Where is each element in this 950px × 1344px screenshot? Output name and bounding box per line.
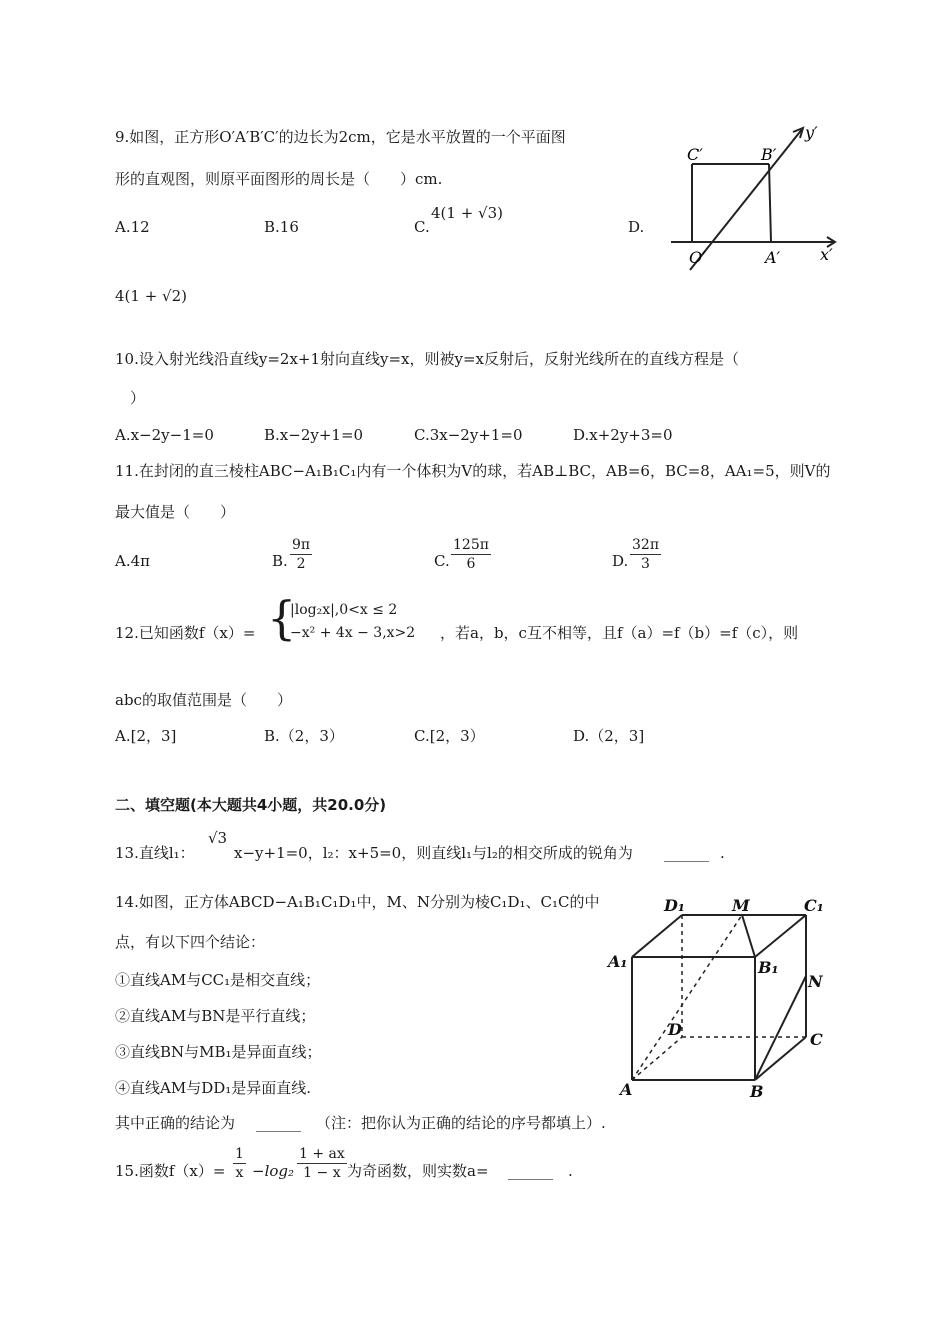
q14-label-a: A <box>620 1080 633 1099</box>
q15-answer-blank[interactable]: ______ <box>508 1162 553 1180</box>
q11-option-d: D. <box>612 552 629 570</box>
q13-sqrt3: √3 <box>208 829 228 847</box>
q9-option-d-value: 4(1 + √2) <box>115 287 187 305</box>
q11-option-c-fraction <box>451 536 491 573</box>
q11-option-c: C. <box>434 552 450 570</box>
q15-prefix: 15.函数f（x）= <box>115 1162 226 1180</box>
q11-option-a: A.4π <box>115 552 151 570</box>
q10-option-c: C.3x−2y+1=0 <box>414 426 523 444</box>
q9-label-x: x′ <box>820 245 833 264</box>
q12-option-b: B.（2，3） <box>264 727 344 745</box>
q10-option-b: B.x−2y+1=0 <box>264 426 364 444</box>
q15-end: . <box>568 1162 573 1180</box>
q14-stem-line2: 点，有以下四个结论： <box>115 933 266 951</box>
q14-label-d: D <box>668 1020 682 1039</box>
q9-option-a: A.12 <box>115 218 150 236</box>
q14-label-b1: B₁ <box>758 958 779 977</box>
q12-option-c: C.[2，3） <box>414 727 485 745</box>
q15-fraction-1-numerator: 1 <box>235 1146 244 1162</box>
q9-oblique-square-figure <box>665 120 845 280</box>
q11-option-b: B. <box>272 552 288 570</box>
q14-answer-note: （注：把你认为正确的结论的序号都填上）. <box>316 1114 606 1132</box>
q9-option-b: B.16 <box>264 218 299 236</box>
q14-answer-blank[interactable]: ______ <box>256 1114 301 1132</box>
q9-option-c: C. <box>414 218 430 236</box>
q12-option-a: A.[2，3] <box>115 727 177 745</box>
q12-option-d: D.（2，3] <box>573 727 645 745</box>
q11-option-c-numerator: 125π <box>453 537 489 553</box>
q9-option-c-value: 4(1 + √3) <box>431 204 503 222</box>
q13-prefix: 13.直线l₁： <box>115 844 195 862</box>
q15-fraction-2-numerator: 1 + ax <box>299 1146 345 1162</box>
q15-fraction-2 <box>297 1145 347 1182</box>
q12-case-1: |log₂x|,0<x ≤ 2 <box>290 602 398 618</box>
q14-label-b: B <box>750 1082 764 1100</box>
q15-fraction-2-denominator: 1 − x <box>303 1165 341 1181</box>
q14-label-c1: C₁ <box>804 896 824 915</box>
q9-label-o: O′ <box>689 248 706 267</box>
q15-fraction-1-denominator: x <box>235 1165 244 1181</box>
q13-answer-blank[interactable]: ______ <box>664 844 709 862</box>
q11-option-b-numerator: 9π <box>292 537 311 553</box>
q14-label-c: C <box>810 1030 823 1049</box>
q11-stem-line2: 最大值是（ ） <box>115 503 236 521</box>
q9-label-b: B′ <box>761 145 777 164</box>
q15-fraction-1 <box>233 1145 246 1182</box>
q15-suffix: 为奇函数，则实数a= <box>347 1162 489 1180</box>
q12-case-2: −x² + 4x − 3,x>2 <box>290 625 416 641</box>
q11-stem-line1: 11.在封闭的直三棱柱ABC−A₁B₁C₁内有一个体积为V的球，若AB⊥BC，AB=6，BC=8，AA₁=5，则V的 <box>115 462 831 480</box>
q14-conclusion-2: ②直线AM与BN是平行直线； <box>115 1007 316 1025</box>
q13-rest: x−y+1=0，l₂：x+5=0，则直线l₁与l₂的相交所成的锐角为 <box>234 844 633 862</box>
q10-stem-line1: 10.设入射光线沿直线y=2x+1射向直线y=x，则被y=x反射后，反射光线所在的直线方程是（ <box>115 350 740 368</box>
q14-cube-figure <box>600 895 840 1100</box>
section-2-title: 二、填空题(本大题共4小题，共20.0分) <box>115 796 387 814</box>
q14-conclusion-4: ④直线AM与DD₁是异面直线. <box>115 1079 312 1097</box>
q14-answer-prompt: 其中正确的结论为 <box>115 1114 236 1132</box>
q12-stem-suffix: ，若a，b，c互不相等，且f（a）=f（b）=f（c），则 <box>440 624 799 642</box>
q10-stem-line2: ） <box>130 389 146 407</box>
q12-stem-line2: abc的取值范围是（ ） <box>115 691 292 709</box>
q14-label-a1: A₁ <box>608 952 628 971</box>
q9-label-a: A′ <box>765 248 781 267</box>
q14-label-m: M <box>732 896 750 915</box>
q9-option-d: D. <box>628 218 645 236</box>
q11-option-b-fraction <box>290 536 312 573</box>
q11-option-d-fraction <box>630 536 661 573</box>
q10-option-a: A.x−2y−1=0 <box>115 426 214 444</box>
q15-log-part: −log₂ <box>252 1162 295 1180</box>
q11-option-c-denominator: 6 <box>466 556 476 572</box>
q11-option-d-numerator: 32π <box>632 537 660 553</box>
q11-option-b-denominator: 2 <box>296 556 306 572</box>
q14-stem-line1: 14.如图，正方体ABCD−A₁B₁C₁D₁中，M、N分别为棱C₁D₁、C₁C的中 <box>115 893 600 911</box>
q10-option-d: D.x+2y+3=0 <box>573 426 673 444</box>
q12-stem-prefix: 12.已知函数f（x）= <box>115 624 256 642</box>
q9-label-y: y′ <box>805 123 818 142</box>
q9-stem-line2: 形的直观图，则原平面图形的周长是（ ）cm. <box>115 170 443 188</box>
q14-conclusion-3: ③直线BN与MB₁是异面直线； <box>115 1043 322 1061</box>
q12-piecewise-brace: { <box>267 591 297 645</box>
q14-label-d1: D₁ <box>664 896 685 915</box>
q9-label-c: C′ <box>687 145 703 164</box>
q11-option-d-denominator: 3 <box>641 556 650 572</box>
q13-end: . <box>720 844 725 862</box>
q9-stem-line1: 9.如图，正方形O′A′B′C′的边长为2cm，它是水平放置的一个平面图 <box>115 128 566 146</box>
q14-label-n: N <box>808 972 823 991</box>
q14-conclusion-1: ①直线AM与CC₁是相交直线； <box>115 971 321 989</box>
